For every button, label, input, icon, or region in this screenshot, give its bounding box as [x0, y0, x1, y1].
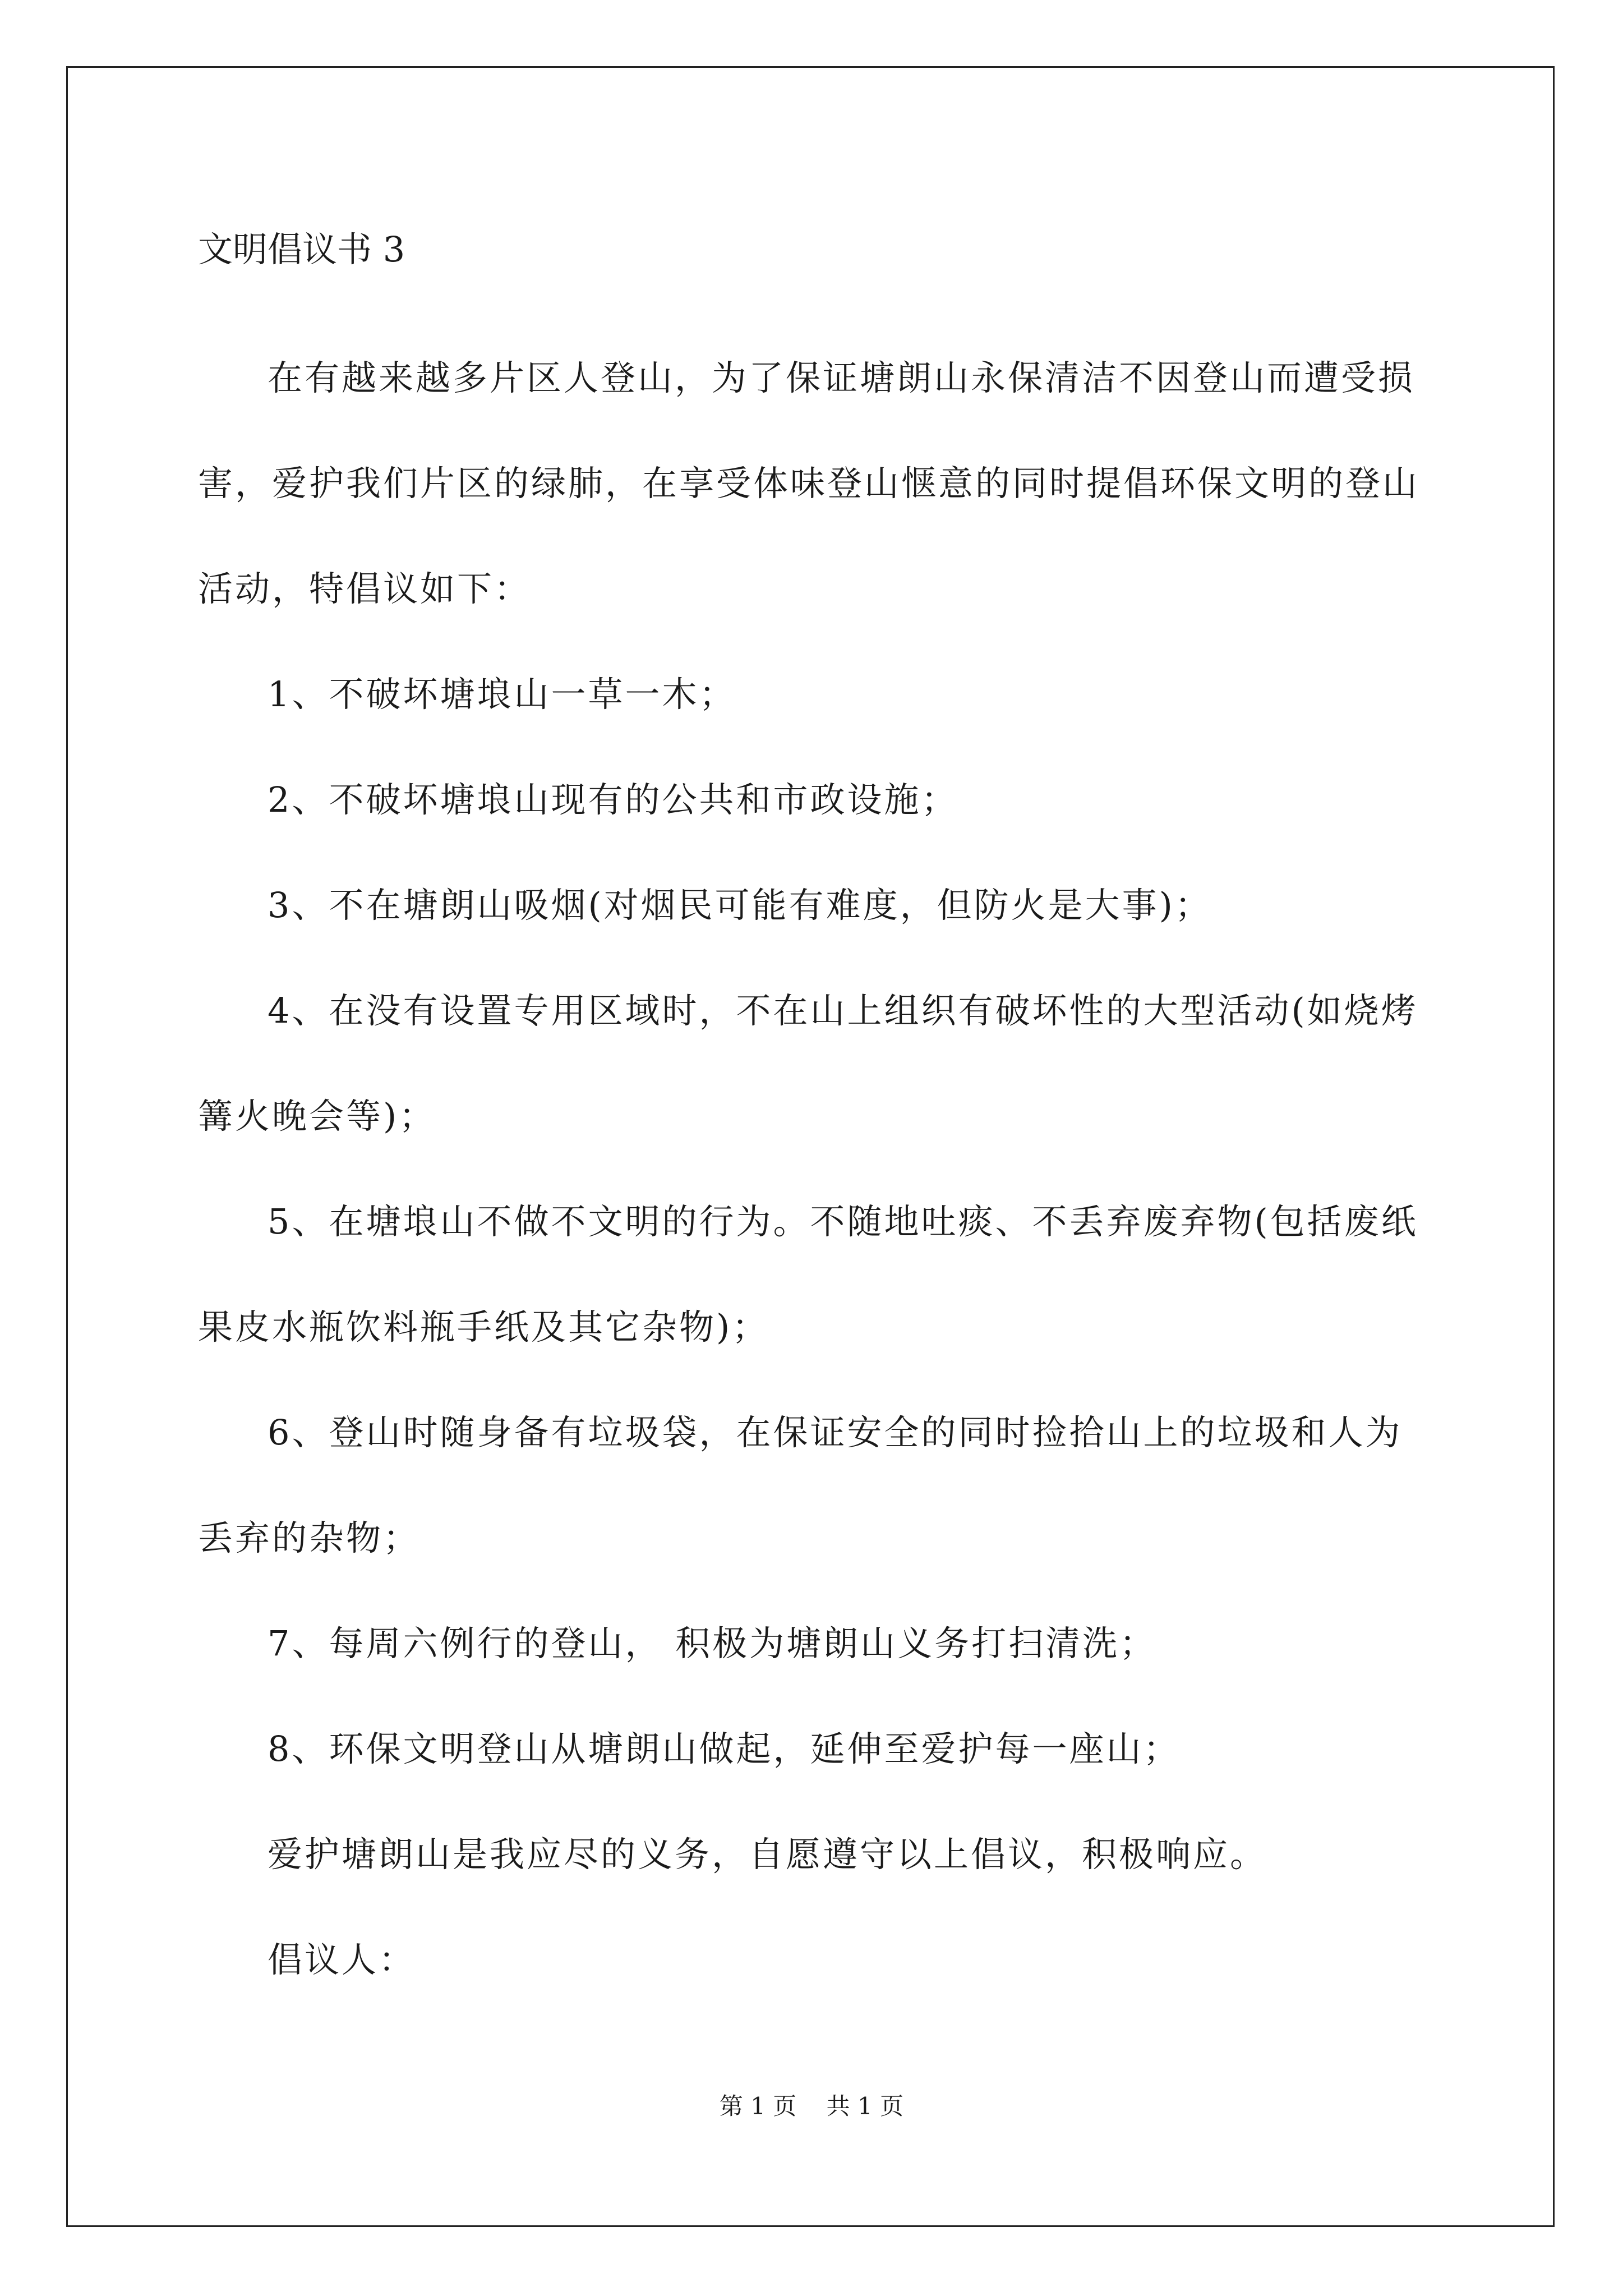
- item-4: 4、在没有设置专用区域时，不在山上组织有破坏性的大型活动(如烧烤篝火晚会等)；: [198, 990, 1418, 1137]
- page-footer: [0, 2090, 1623, 2123]
- closing-paragraph: 爱护塘朗山是我应尽的义务，自愿遵守以上倡议，积极响应。: [268, 1834, 1267, 1875]
- item-1: 1、不破坏塘埌山一草一木；: [268, 674, 736, 715]
- item-5: 5、在塘埌山不做不文明的行为。不随地吐痰、不丢弃废弃物(包括废纸果皮水瓶饮料瓶手纸及其它杂物)；: [198, 1201, 1418, 1347]
- page-count: 共 1 页: [826, 2092, 904, 2120]
- item-2: 2、不破坏塘埌山现有的公共和市政设施；: [268, 779, 958, 820]
- intro-paragraph: 在有越来越多片区人登山，为了保证塘朗山永保清洁不因登山而遭受损害，爱护我们片区的绿肺，在享受体味登山惬意的同时提倡环保文明的登山活动，特倡议如下：: [198, 357, 1420, 609]
- document-body: [198, 325, 1432, 2013]
- item-6: 6、登山时随身备有垃圾袋，在保证安全的同时捡拾山上的垃圾和人为丢弃的杂物；: [198, 1412, 1403, 1558]
- item-8: 8、环保文明登山从塘朗山做起，延伸至爱护每一座山；: [268, 1728, 1181, 1769]
- document-title: 文明倡议书 3: [198, 229, 405, 270]
- item-7: 7、每周六例行的登山， 积极为塘朗山义务打扫清洗；: [268, 1623, 1157, 1664]
- page-number: 第 1 页: [719, 2092, 797, 2120]
- signatory-label: 倡议人：: [268, 1939, 416, 1980]
- item-3: 3、不在塘朗山吸烟(对烟民可能有难度，但防火是大事)；: [268, 885, 1212, 926]
